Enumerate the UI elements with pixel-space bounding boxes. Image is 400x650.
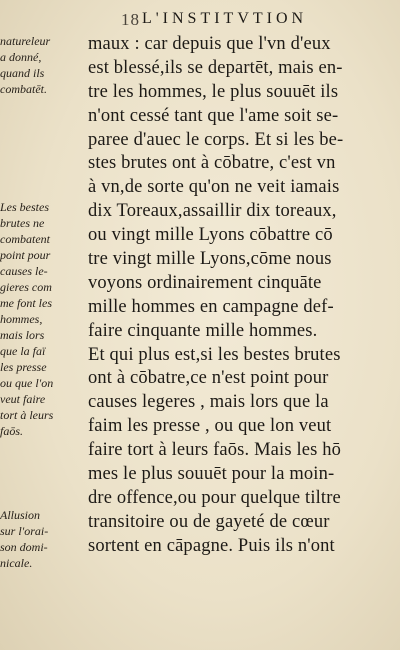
- text-line: ou vingt mille Lyons cōbattre cō: [88, 225, 333, 246]
- text-line: voyons ordinairement cinquāte: [88, 272, 322, 293]
- margin-note-line: causes le-: [0, 264, 48, 278]
- margin-note-line: Allusion: [0, 508, 41, 522]
- margin-note-line: point pour: [0, 248, 51, 262]
- text-line: dix Toreaux,assaillir dix toreaux,: [88, 201, 337, 222]
- margin-note-line: ou que l'on: [0, 376, 54, 390]
- text-line: à vn,de sorte qu'on ne veit iamais: [88, 177, 340, 198]
- text-line: faire cinquante mille hommes.: [88, 320, 318, 341]
- text-line: n'ont cessé tant que l'ame soit se-: [88, 105, 339, 126]
- margin-notes: [0, 33, 92, 593]
- text-line: dre offence,ou pour quelque tiltre: [88, 487, 341, 508]
- text-line: causes legeres , mais lors que la: [88, 392, 329, 413]
- text-line: tre vingt mille Lyons,cōme nous: [88, 249, 332, 270]
- margin-note-line: Les bestes: [0, 200, 49, 214]
- margin-note-3: [0, 507, 92, 571]
- margin-note-line: combatent: [0, 232, 50, 246]
- margin-note-line: me font les: [0, 296, 52, 310]
- text-line: mes le plus souuēt pour la moin-: [88, 464, 335, 485]
- text-line: tre les hommes, le plus souuēt ils: [88, 81, 339, 102]
- text-line: transitoire ou de gayeté de cœur: [88, 511, 330, 532]
- margin-note-line: veut faire: [0, 392, 46, 406]
- margin-note-line: a donné,: [0, 50, 42, 64]
- margin-note-line: les presse: [0, 360, 47, 374]
- margin-note-line: que la faï: [0, 344, 46, 358]
- margin-note-line: faōs.: [0, 424, 24, 438]
- text-line: stes brutes ont à cōbatre, c'est vn: [88, 153, 336, 174]
- margin-note-2: [0, 199, 92, 439]
- text-line: faire tort à leurs faōs. Mais les hō: [88, 440, 342, 461]
- text-line: sortent en cāpagne. Puis ils n'ont: [88, 535, 335, 556]
- margin-note-line: gieres com: [0, 280, 52, 294]
- running-head: L'INSTITVTION: [142, 10, 308, 27]
- margin-note-line: nicale.: [0, 556, 33, 570]
- margin-note-line: brutes ne: [0, 216, 45, 230]
- text-line: est blessé,ils se departēt, mais en-: [88, 57, 343, 78]
- text-line: mille hommes en campagne def-: [88, 296, 334, 317]
- margin-note-line: son domi-: [0, 540, 48, 554]
- margin-note-line: combatēt.: [0, 82, 47, 96]
- margin-note-line: natureleur: [0, 34, 51, 48]
- page-header: [0, 10, 400, 32]
- text-line: maux : car depuis que l'vn d'eux: [88, 34, 331, 54]
- margin-note-line: tort à leurs: [0, 408, 54, 422]
- margin-note-1: [0, 33, 92, 97]
- margin-note-line: sur l'orai-: [0, 524, 49, 538]
- page-number: 18: [121, 10, 140, 29]
- margin-note-line: hommes,: [0, 312, 43, 326]
- text-line: paree d'auec le corps. Et si les be-: [88, 129, 344, 150]
- margin-note-line: quand ils: [0, 66, 45, 80]
- text-line: faim les presse , ou que lon veut: [88, 416, 332, 437]
- margin-note-line: mais lors: [0, 328, 45, 342]
- text-line: Et qui plus est,si les bestes brutes: [88, 344, 341, 365]
- body-text: [88, 33, 386, 559]
- text-line: ont à cōbatre,ce n'est point pour: [88, 368, 329, 389]
